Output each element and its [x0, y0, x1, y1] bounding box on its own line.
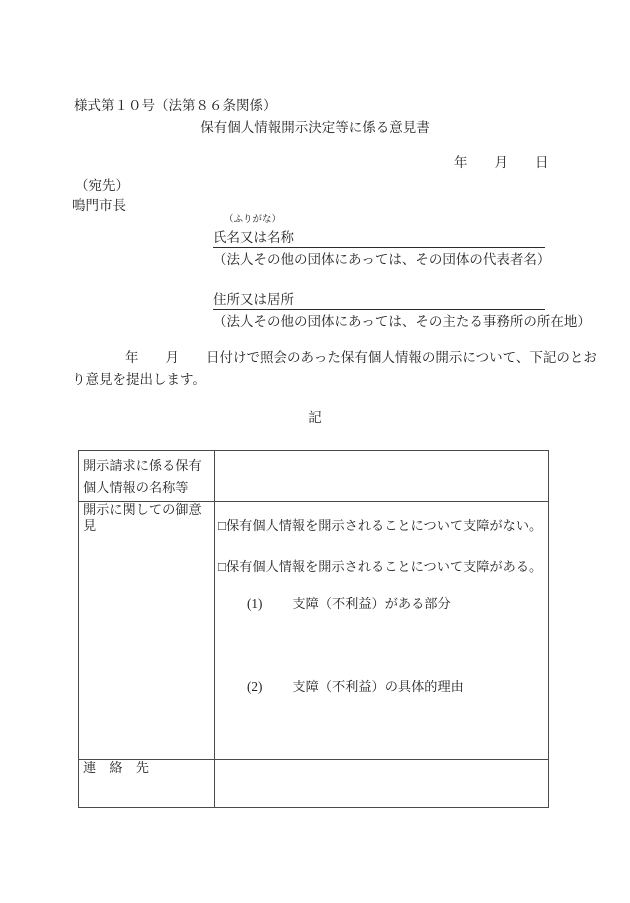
value-cell-disclosure-name — [215, 451, 549, 502]
header-text-disclosure-name: 開示請求に係る保有個人情報の名称等 — [83, 458, 202, 495]
opinion-options-box — [215, 502, 548, 757]
record-marker: 記 — [308, 410, 322, 425]
opinion-table — [78, 450, 549, 808]
opinion-option-no-objection — [218, 518, 542, 534]
header-cell-disclosure-name — [79, 451, 215, 502]
addressee-label: （宛先） — [75, 178, 129, 193]
item-number: (1) — [247, 596, 263, 611]
date-line: 年 月 日 — [454, 155, 549, 170]
value-cell-contact — [215, 760, 549, 808]
address-field-note: （法人その他の団体にあっては、その主たる事務所の所在地） — [213, 314, 591, 329]
form-number: 様式第１０号（法第８６条関係） — [74, 98, 277, 113]
table-row-opinion — [79, 502, 549, 760]
addressee-name: 鳴門市長 — [72, 198, 126, 213]
furigana-label: （ふりがな） — [224, 215, 282, 225]
opinion-item-objection-part — [247, 596, 451, 612]
opinion-option-label: 保有個人情報を開示されることについて支障がある。 — [225, 559, 543, 574]
address-field-label: 住所又は居所 — [213, 292, 545, 310]
checkbox-icon: □ — [218, 559, 226, 574]
header-text-contact: 連 絡 先 — [83, 760, 149, 775]
opinion-item-objection-reason — [247, 679, 464, 695]
table-row-contact — [79, 760, 549, 808]
item-number: (2) — [247, 679, 263, 694]
name-field-label: 氏名又は名称 — [213, 230, 545, 248]
body-paragraph-line2: り意見を提出します。 — [72, 372, 206, 387]
header-cell-opinion — [79, 502, 215, 760]
header-cell-contact — [79, 760, 215, 808]
opinion-option-label: 保有個人情報を開示されることについて支障がない。 — [225, 518, 543, 533]
checkbox-icon: □ — [218, 518, 226, 533]
value-cell-opinion — [215, 502, 549, 760]
table-row-disclosure-name — [79, 451, 549, 502]
name-field-note: （法人その他の団体にあっては、その団体の代表者名） — [213, 252, 551, 267]
header-text-opinion: 開示に関しての御意見 — [83, 502, 202, 533]
document-title: 保有個人情報開示決定等に係る意見書 — [200, 120, 430, 135]
item-label: 支障（不利益）の具体的理由 — [292, 679, 464, 694]
body-paragraph-line1: 年 月 日付けで照会のあった保有個人情報の開示について、下記のとお — [125, 350, 597, 365]
opinion-option-objection — [218, 559, 542, 575]
item-label: 支障（不利益）がある部分 — [292, 596, 451, 611]
